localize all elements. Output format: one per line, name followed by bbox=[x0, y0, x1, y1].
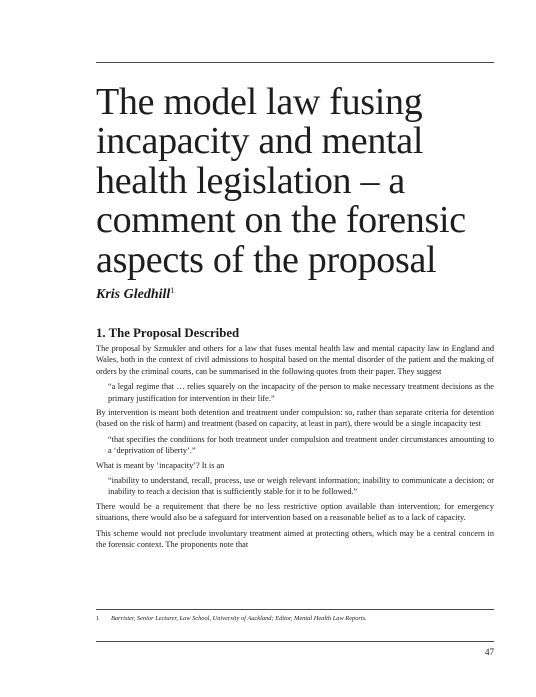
bottom-rule bbox=[96, 641, 494, 642]
author-name: Kris Gledhill bbox=[96, 287, 171, 302]
body-paragraph: There would be a requirement that there be no less restrictive option available than intervention; for emergency situations, there would also be a safeguard for intervention based on a reasonable belief as to a lack of capacity. bbox=[96, 501, 494, 523]
page-number: 47 bbox=[485, 647, 494, 657]
section-heading: 1. The Proposal Described bbox=[96, 326, 240, 340]
top-rule bbox=[96, 62, 494, 63]
body-paragraph: This scheme would not preclude involuntary treatment aimed at protecting others, which may be a central concern in the forensic context. The proponents note that bbox=[96, 528, 494, 550]
block-quote: “a legal regime that … relies squarely on the incapacity of the person to make necessary treatment decisions as the primary justification for intervention in their life.” bbox=[108, 382, 494, 403]
block-quote: “inability to understand, recall, process, use or weigh relevant information; inability to communicate a decision; or inability to reach a decision that is sufficiently stable for it to be followed.” bbox=[108, 476, 494, 497]
section-paragraphs bbox=[96, 343, 494, 551]
article-title: The model law fusing incapacity and mental health legislation – a comment on the forensic aspects of the proposal bbox=[96, 81, 466, 281]
footnote-rule bbox=[96, 609, 494, 610]
author-footnote-marker: 1 bbox=[170, 286, 175, 295]
body-paragraph: By intervention is meant both detention and treatment under compulsion: so, rather than separate criteria for detention (based on the risk of harm) and treatment (based on capacity, at least in part), there would be a single incapacity test bbox=[96, 408, 494, 429]
footnote-number: 1 bbox=[96, 615, 100, 622]
author-line bbox=[96, 286, 174, 303]
block-quote: “that specifies the conditions for both treatment under compulsion and treatment under circumstances amounting to a ‘deprivation of liberty’.” bbox=[108, 434, 494, 456]
body-paragraph: What is meant by ‘incapacity’? It is an bbox=[96, 460, 225, 470]
body-paragraph: The proposal by Szmukler and others for a law that fuses mental health law and mental capacity law in England and Wales, both in the context of civil admissions to hospital based on the mental disorder of the patient and the making of orders by the criminal courts, can be summarised in the following quotes from their paper. They suggest bbox=[96, 344, 494, 376]
footnote-text: Barrister, Senior Lecturer, Law School, University of Auckland; Editor, Mental Health Law Reports. bbox=[111, 615, 367, 622]
article-body bbox=[96, 326, 494, 551]
footnote bbox=[96, 614, 494, 623]
